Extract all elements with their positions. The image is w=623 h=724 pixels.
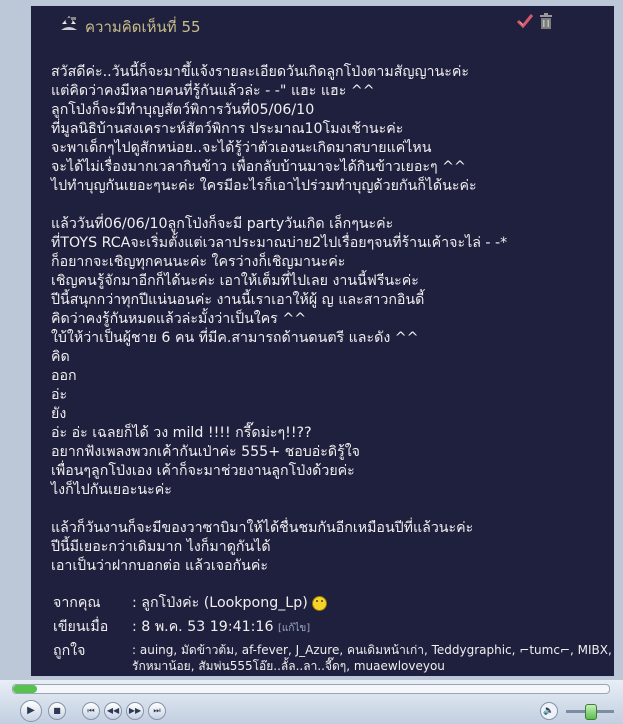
body-line: อ่ะ [51,387,68,403]
body-line: แล้ววันที่06/06/10ลูกโป่งก็จะมี partyวันเกิด เล็กๆนะค่ะ [51,216,394,232]
comment-body [51,63,607,576]
body-line: จะได้ไม่เรื่องมากเวลากินข้าว เพื่อกลับบ้านมาจะได้กินข้าวเยอะๆ ^^ [51,159,466,175]
body-line: ออก [51,368,77,384]
body-line: ก็อยากจะเชิญทุกคนนะค่ะ ใครว่างก็เชิญมานะค่ะ [51,254,346,270]
trash-icon[interactable] [538,12,554,30]
body-line: สวัสดีค่ะ..วันนี้ก็จะมาขึ้แจ้งรายละเอียดวันเกิดลูกโป่งตามสัญญานะค่ะ [51,64,469,80]
body-line: อยากฟังเพลงพวกเค้ากันเป่าค่ะ 555+ ชอบอ่ะดิรู้ใจ [51,444,360,460]
body-line: แล้วก็วันงานก็จะมีของวาซาบิมาให้ได้ชื่นชมกันอีกเหมือนปีที่แล้วนะค่ะ [51,520,474,536]
body-line: จะพาเด็กๆไปดูสักหน่อย..จะได้รู้ว่าตัวเองนะเกิดมาสบายแค่ไหน [51,140,432,156]
body-line: ปีนี้มีเยอะกว่าเดิมมาก ไงก็มาดูกันได้ [51,539,271,555]
seek-progress [13,685,37,693]
paragraph-spacer [51,500,607,519]
edit-link[interactable]: [แก้ไข] [278,623,311,634]
body-line: อ่ะ อ่ะ เฉลยก็ได้ วง mild !!!! กรี๊ดม่ะๆ!!?? [51,425,312,441]
user-post-icon [59,14,79,32]
date-value-wrap [132,616,310,638]
volume-icon[interactable]: 🔈 [540,702,558,720]
meta-date-row [53,616,609,640]
body-line: ไงก็ไปกันเยอะนะค่ะ [51,482,172,498]
comment-header [31,6,614,44]
body-line: เอาเป็นว่าฝากบอกต่อ แล้วเจอกันค่ะ [51,558,268,574]
author-name[interactable]: : ลูกโป่งค่ะ (Lookpong_Lp) [132,595,308,611]
meta-likes-row [53,640,612,673]
comment-panel [30,5,615,677]
date-label: เขียนเมื่อ [53,619,109,635]
rewind-button[interactable]: ◀◀ [104,702,122,720]
body-line: ลูกโป่งก็จะมีทำบุญสัตว์พิการวันที่05/06/10 [51,102,315,118]
checkmark-icon[interactable] [516,12,534,30]
body-line: เชิญคนรู้จักมาอีกก็ได้นะค่ะ เอาให้เต็มที่ไปเลย งานนี้ฟรีนะค่ะ [51,273,419,289]
body-line: คิด [51,349,70,365]
body-line: ยัง [51,406,67,422]
likes-label: ถูกใจ [53,643,86,659]
meta-from-row [53,592,609,616]
body-line: คิดว่าคงรู้กันหมดแล้วล่ะมั้งว่าเป็นใคร ^^ [51,311,307,327]
stop-button[interactable]: ■ [48,702,66,720]
paragraph-spacer [51,196,607,215]
body-line: ที่TOYS RCAจะเริ่มตั้งแต่เวลาประมาณบ่าย2ไปเรื่อยๆจนที่ร้านเค้าจะไล่ - -* [51,235,508,251]
from-label: จากคุณ [53,595,101,611]
volume-slider-thumb[interactable] [585,704,597,720]
likes-list: : auing, มัดข้าวต้ม, af-fever, J_Azure, คนเดิมหน้าเก่า, Teddygraphic, ⌐tumc⌐, MIBX, รักหมาน้อย, สัมพ่น555โอ๊ย..ลั้ล..ลา..จี๊ดๆ, muaewloveyou [132,643,612,673]
fast-forward-button[interactable]: ▶▶ [126,702,144,720]
comment-number-title: ความคิดเห็นที่ 55 [85,18,201,36]
body-line: แต่คิดว่าคงมีหลายคนที่รู้กันแล้วล่ะ - -" แฮะ แฮะ ^^ [51,83,375,99]
smile-emoticon-icon [312,596,327,611]
seek-bar[interactable] [12,684,610,694]
media-player-bar [0,680,623,724]
play-button[interactable]: ▶ [20,700,42,722]
body-line: ปีนี้สนุกกว่าทุกปีแน่นอนค่ะ งานนี้เราเอาให้ผู้ ญ และสาวกอินดี้ [51,292,425,308]
body-line: ใบ้ให้ว่าเป็นผู้ชาย 6 คน ที่มีค.สามารถด้านดนตรี และดัง ^^ [51,330,419,346]
body-line: ที่มูลนิธิบ้านสงเคราะห์สัตว์พิการ ประมาณ10โมงเช้านะค่ะ [51,121,404,137]
comment-tools [516,12,556,32]
from-value-wrap [132,592,327,614]
body-line: ไปทำบุญกันเยอะๆนะค่ะ ใครมีอะไรก็เอาไปร่วมทำบุญด้วยกันก็ได้นะค่ะ [51,178,477,194]
previous-button[interactable]: ⏮ [82,702,100,720]
comment-meta [53,592,612,673]
body-line: เพื่อนๆลูกโป่งเอง เค้าก็จะมาช่วยงานลูกโป่งด้วยค่ะ [51,463,355,479]
next-button[interactable]: ⏭ [148,702,166,720]
date-value: : 8 พ.ค. 53 19:41:16 [132,619,274,635]
